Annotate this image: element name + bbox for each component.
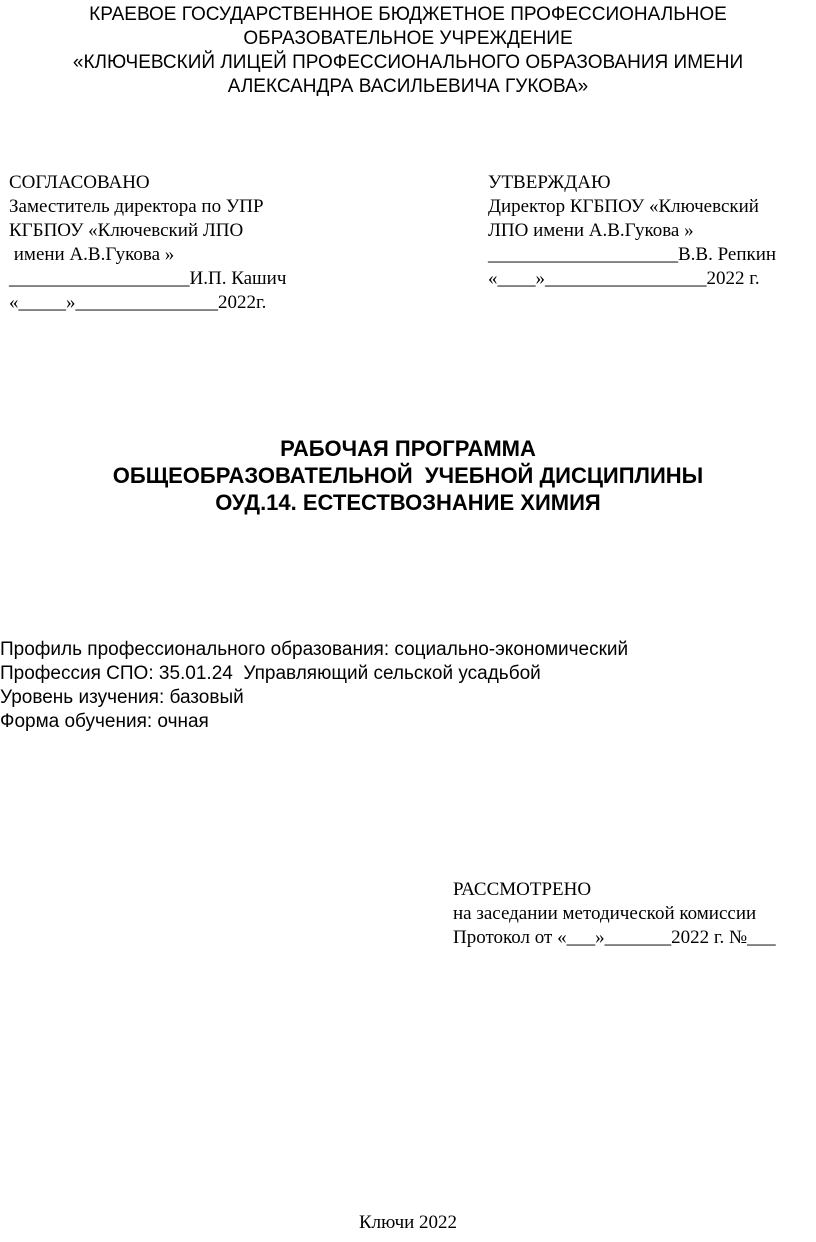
title-line-3: ОУД.14. ЕСТЕСТВОЗНАНИЕ ХИМИЯ [215, 490, 601, 515]
details-form: Форма обучения: очная [0, 711, 209, 732]
approval-left-block [9, 171, 286, 315]
place-year: Ключи 2022 [358, 1212, 458, 1233]
header-line-1: КРАЕВОЕ ГОСУДАРСТВЕННОЕ БЮДЖЕТНОЕ ПРОФЕССИОНАЛЬНОЕ [89, 4, 727, 25]
approval-left-heading: СОГЛАСОВАНО [9, 172, 150, 193]
approval-left-org: КГБПОУ «Ключевский ЛПО [9, 220, 244, 241]
header-line-2: ОБРАЗОВАТЕЛЬНОЕ УЧРЕЖДЕНИЕ [243, 28, 573, 49]
review-block [453, 878, 776, 950]
approval-right-position: Директор КГБПОУ «Ключевский [488, 196, 759, 217]
header-line-3: «КЛЮЧЕВСКИЙ ЛИЦЕЙ ПРОФЕССИОНАЛЬНОГО ОБРАЗОВАНИЯ ИМЕНИ [72, 52, 744, 73]
details-profession: Профессия СПО: 35.01.24 Управляющий сельской усадьбой [0, 663, 541, 684]
review-protocol: Протокол от «___»_______2022 г. №___ [453, 927, 776, 948]
approval-left-signature: ___________________И.П. Кашич [9, 268, 287, 289]
approval-left-org-name: имени А.В.Гукова » [9, 244, 175, 265]
review-commission: на заседании методической комиссии [453, 903, 757, 924]
title-line-1: РАБОЧАЯ ПРОГРАММА [280, 436, 536, 461]
title-line-2: ОБЩЕОБРАЗОВАТЕЛЬНОЙ УЧЕБНОЙ ДИСЦИПЛИНЫ [112, 463, 704, 488]
approval-right-heading: УТВЕРЖДАЮ [488, 172, 611, 193]
approval-left-date: «_____»_______________2022г. [9, 292, 267, 313]
header-line-4: АЛЕКСАНДРА ВАСИЛЬЕВИЧА ГУКОВА» [227, 76, 589, 97]
details-profile: Профиль профессионального образования: социально-экономический [0, 639, 629, 660]
approval-right-block [488, 171, 776, 291]
approval-left-position: Заместитель директора по УПР [9, 196, 264, 217]
review-heading: РАССМОТРЕНО [453, 879, 592, 900]
program-details [0, 638, 628, 734]
approval-right-org: ЛПО имени А.В.Гукова » [488, 220, 694, 241]
approval-right-date: «____»_________________2022 г. [488, 268, 760, 289]
details-level: Уровень изучения: базовый [0, 687, 244, 708]
approval-right-signature: ____________________В.В. Репкин [488, 244, 777, 265]
